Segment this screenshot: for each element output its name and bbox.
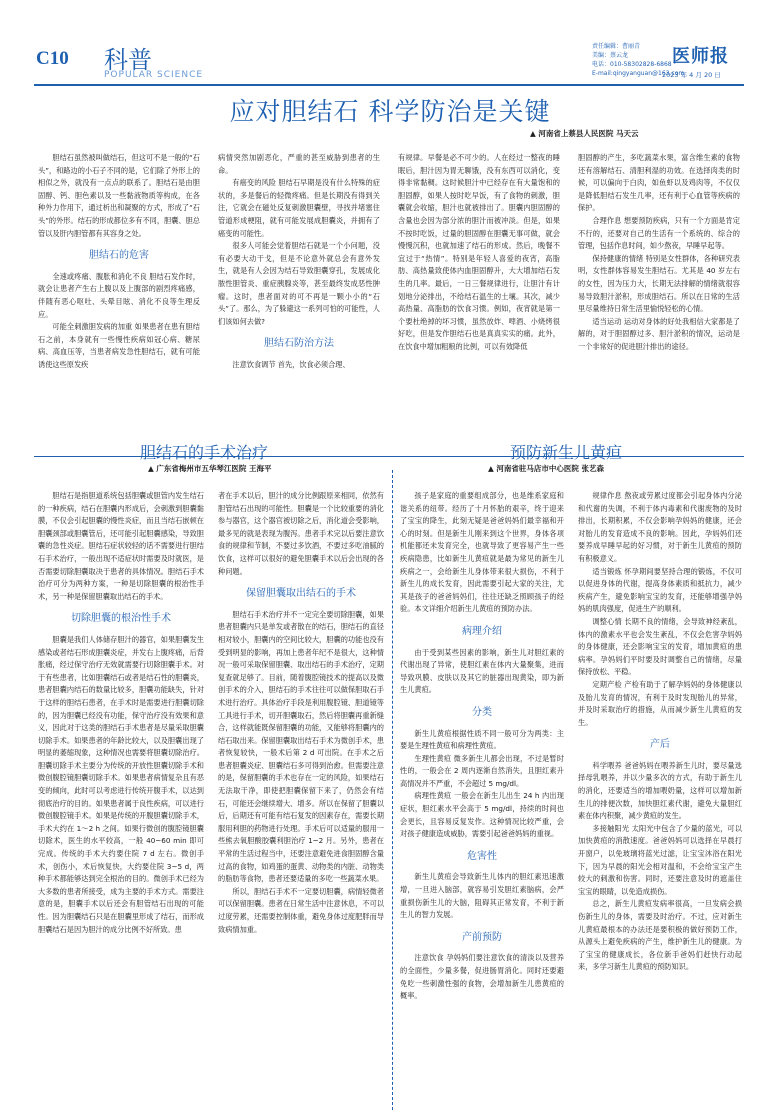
- paragraph: 新生儿黄疸会导致新生儿体内的胆红素迅速激增，一旦进入脑部，就容易引发胆红素脑病，会严重损伤新生儿的大脑，阻碍其正常发育，不利于新生儿的智力发展。: [400, 872, 564, 920]
- article2-col2: [218, 490, 384, 1105]
- article2-title: 胆结石的手术治疗: [140, 443, 269, 462]
- article3-title: 预防新生儿黄疸: [510, 443, 623, 462]
- newspaper-logo: 医师报: [672, 46, 729, 67]
- paragraph: 定期产检 产检有助于了解孕妈妈的身体健康以及胎儿发育的情况，有利于及时发现胎儿的异常，并及时采取治疗的措施，从而减少新生儿黄疸的发生。: [578, 679, 742, 727]
- paragraph: 总之，新生儿黄疸发病率很高，一旦发病会损伤新生儿的身体，需要及时治疗。不过，应对新生儿黄疸最根本的办法还是要积极的做好预防工作，从源头上避免疾病的产生，维护新生儿的健康。为了宝宝的健康成长，各位新手爸妈们赶快行动起来，多学习新生儿黄疸的预防知识。: [578, 899, 742, 972]
- paragraph: 孩子是家庭的重要组成部分，也是维系家庭和谐关系的纽带。经历了十月怀胎的艰辛，终于迎来了宝宝的降生，此刻无疑是爸爸妈妈们最幸福和开心的时刻。但是新生儿刚来到这个世界，身体各项机能都还未发育完全，也就导致了更容易产生一些疾病隐患，比如新生儿黄疸就是最为常见的新生儿疾病之一，会给新生儿身体带来很大损伤，不利于新生儿的成长发育，因此需要引起大家的关注，尤其是孩子的爸爸妈妈们，往往还缺乏照顾孩子的经验。本文详细介绍新生儿黄疸的预防办法。: [400, 491, 564, 614]
- paragraph: 病理性黄疸 一般会在新生儿出生 24 h 内出现症状，胆红素水平会高于 5 mg/dl，持续的时间也会更长，且容易反复发作。这种情况比较严重，会对孩子健康造成威胁，需要引起爸爸妈妈的重视。: [400, 791, 564, 839]
- paragraph: 胆固醇的产生，多吃蔬菜水果，富含维生素的食物还有溶解结石、清胆利湿的功效。在选择肉类的时候，可以偏向于白肉，如鱼虾以及鸡肉等，不仅仅是降低胆结石发生几率，还有利于心血管等疾病的保护。: [578, 153, 740, 213]
- paragraph: 新生儿黄疸根据性质不同一般可分为两类：主要是生理性黄疸和病理性黄疸。: [400, 728, 564, 751]
- section-heading: 产后: [650, 739, 670, 751]
- article2-byline: ▲ 广东省梅州市五华琴江医院 王海平: [148, 464, 272, 473]
- paragraph: 全速或疼痛、腹胀和消化不良 胆结石发作时，就会让患者产生右上腹以及上腹部的剧烈疼痛感，伴随有恶心呕吐、头晕目眩、消化不良等生理反应。: [38, 271, 200, 319]
- section-heading: 分类: [472, 706, 492, 718]
- editor-line: 美编：蔡云龙: [592, 52, 629, 59]
- paragraph: 很多人可能会觉着胆结石就是一个小问题，没有必要大动干戈，但是不论意外就总会有意外发生，就是有人会因为结石导致胆囊穿孔，发展成化脓性胆管炎、重症胰腺炎等，甚至最终发成恶性肿瘤。这时，患者面对的可不再是一颗小小的“石头”了。那么，为了躲避这一系列可怕的可能性，人们该如何去做?: [218, 241, 380, 326]
- paragraph: 适当锻炼 怀孕期间要坚持合理的锻炼，不仅可以促进身体的代谢，提高身体素质和抵抗力，减少疾病产生，避免影响宝宝的发育，还能够增强孕妈妈的肌肉强度，促进生产的顺利。: [578, 566, 742, 614]
- article1-col3: [398, 152, 560, 452]
- section-heading: 产前预防: [462, 931, 502, 943]
- column-divider: [392, 470, 393, 1110]
- article3-col1: [400, 490, 564, 1105]
- paragraph: 由于受到某些因素的影响，新生儿对胆红素的代谢出现了异常，使胆红素在体内大量聚集，进而导致巩膜、皮肤以及其它的脏器出现黄染，即为新生儿黄疸。: [400, 647, 564, 695]
- paragraph: 胆结石手术治疗并不一定完全要切除胆囊，如果患者胆囊内只是单发或者散在的结石，胆结石的直径相对较小，胆囊内的空间比较大，胆囊的功能也没有受到明显的影响，再加上患者年纪不是很大，这种情况一般可采取保留胆囊、取出结石的手术治疗，定期复查就足够了。目前，随着腹腔镜技术的提高以及微创手术的介入，胆结石的手术往往可以做保胆取石手术进行治疗。具体治疗手段是利用腹腔镜、胆道镜等工具进行手术，切开胆囊取石，然后将胆囊再重新缝合，这样就能既保留胆囊的功能，又能够将胆囊内的结石取出来。保留胆囊取出结石手术为微创手术，患者恢复较快，一般术后第 2 d 可出院。在手术之后患者胆囊炎症、胆囊结石多可得到治愈。但需要注意的是，保留胆囊的手术也存在一定的风险，如果结石无法取干净，即使把胆囊保留下来了，仍然会有结石，可能还会继续增大、增多。所以在保留了胆囊以后，后期还有可能有结石复发的因素存在，需要长期服用利胆的药物进行处理。手术后可以适量的服用一些熊去氧胆酸胶囊利胆治疗 1~2 月。另外，患者在平常的生活过程当中，还要注意避免进食胆固醇含量过高的食物，如鸡蛋的蛋黄、动物类的内脏、动物类的脂肪等食物，患者还要适量的多吃一些蔬菜水果。: [218, 609, 384, 884]
- section-heading: 危害性: [467, 850, 497, 862]
- article1-title: 应对胆结石 科学防治是关键: [229, 97, 551, 126]
- paragraph: 调整心情 长期不良的情绪，会导致神经紊乱，体内的激素水平也会发生紊乱，不仅会危害孕妈妈的身体健康，还会影响宝宝的发育，增加黄疸的患病率。孕妈妈们平时要及时调整自己的情绪，尽量保持放松、平稳。: [578, 616, 742, 677]
- article1-col1: [38, 152, 200, 452]
- page-number: C10: [36, 48, 69, 69]
- paragraph: 病情突然加剧恶化，严重的甚至威胁到患者的生命。: [218, 153, 380, 175]
- article2-col1: [38, 490, 204, 1105]
- paragraph: 多接触阳光 太阳光中包含了少量的蓝光，可以加快黄疸的消散速度。爸爸妈妈可以选择在早晨打开窗户，以免玻璃将蓝光过滤，让宝宝沐浴在阳光下，因为早晨的阳光会相对温和，不会给宝宝产生较大的刺激和伤害。同时，还要注意及时的遮盖住宝宝的眼睛，以免造成损伤。: [578, 823, 742, 896]
- paragraph: 注意饮食调节 首先，饮食必须合理、: [232, 359, 350, 369]
- section-heading: 胆结石防治方法: [264, 338, 334, 350]
- paragraph: 胆结石是指胆道系统包括胆囊或胆管内发生结石的一种疾病，结石在胆囊内形成后，会刺激到胆囊黏膜，不仅会引起胆囊的慢性炎症，而且当结石嵌顿在胆囊颈部或胆囊管后，还可能引起胆囊感染，导致胆囊的急性炎症。胆结石症状较轻的话不需要进行胆结石手术治疗，一般出现不适症状时需要及时就医，是否需要切除胆囊取决于患者的具体情况。胆结石手术治疗可分为两种方案，一种是切除胆囊的根治性手术，另一种是保留胆囊取出结石的手术。: [38, 491, 204, 601]
- paragraph: 胆结石虽然被叫做结石，但这可不是一般的“石头”，和路边的小石子不同的是，它们除了外形上的相似之外，就没有一点点的联系了。胆结石是由胆固醇、钙、胆色素以及一些黏液物质等构成，在各种外力作用下，通过析出和凝聚的方式，形成了“石头”的外形。结石的形成都位多有不同，胆囊、胆总管以及肝内胆管都有其容身之处。: [38, 153, 200, 238]
- section-title: 科普: [104, 46, 152, 74]
- article3-byline: ▲ 河南省驻马店市中心医院 张艺森: [488, 464, 604, 473]
- section-subtitle: POPULAR SCIENCE: [104, 70, 204, 80]
- paragraph: 注意饮食 孕妈妈们要注意饮食的清淡以及营养的全面性，少量多餐，促进肠胃消化。同时还要避免吃一些刺激性强的食物，会增加新生儿患黄疸的概率。: [400, 953, 564, 1001]
- section-heading: 病理介绍: [462, 625, 502, 637]
- editor-line: 电话：010-58302828-6868: [592, 61, 672, 68]
- paragraph: 科学喂养 爸爸妈妈在喂养新生儿时，要尽量选择母乳喂养，并以少量多次的方式，有助于新生儿的消化，还要适当的增加喂奶量，这样可以增加新生儿的排便次数，加快胆红素代谢，避免大量胆红素在体内积聚，减少黄疸的发生。: [578, 760, 742, 821]
- section-heading: 胆结石的危害: [89, 250, 149, 262]
- section-heading: 保留胆囊取出结石的手术: [246, 588, 356, 600]
- paragraph: 有癌变的风险 胆结石早期是没有什么特殊的症状的，多是餐后的轻微疼痛。但是长期没有得到关注，它就会在磁处反复刺激胆囊壁，寻找并堵塞住管道形成梗阻，就有可能发展成胆囊炎，并拥有了癌变的可能性。: [218, 178, 380, 238]
- issue-date: 2023 年 4 月 20 日: [662, 71, 721, 79]
- editor-line: E-mail:qingyanguan@163.com: [592, 70, 685, 77]
- paragraph: 保持健康的情绪 特别是女性群体，各种研究表明，女性群体容易发生胆结石。尤其是 40 岁左右的女性，因为压力大，长期无法排解的情绪就很容易导致胆汁淤积，形成胆结石。所以在日常的生活里尽量维持日常生活里愉悦轻松的心情。: [578, 253, 740, 314]
- editor-line: 责任编辑：曹丽青: [592, 43, 641, 50]
- paragraph: 生理性黄疸 微多新生儿都会出现，不过是暂时性的，一般会在 2 周内逐渐自然消失，且胆红素升高情况并不严重，不会超过 5 mg/dl。: [400, 753, 564, 788]
- paragraph: 者在手术以后，胆汁的成分比例跟原来相同，依然有胆管结石出现的可能性。胆囊是一个比较重要的消化参与器官，这个器官被切除之后，消化道会受影响，最多见的就是表现为腹泻。患者手术完以后要注意饮食的规律和节制，不要过多饮酒，不要过多吃油腻的饮食，这样可以很好的避免胆囊手术以后会出现的各种问题。: [218, 491, 384, 576]
- paragraph: 有规律。早餐是必不可少的。人在经过一整夜的睡眠后，胆汁因为胃无聊饿，没有东西可以消化，变得非常黏稠。这时候胆汁中已经存在有大量饱和的胆固醇，如果人按时吃早饭，有了食物的刺激，胆囊就会收缩，胆汁也就被排出了。胆囊内胆固醇的含量也会因为部分浓的胆汁而被冲淡。但是，如果不按时吃饭，过量的胆固醇在胆囊无事可做，就会慢慢沉积，也就加速了结石的形成。然后，晚餐不宜过于“热情”。特别是年轻人喜爱的夜宵，高脂肪、高热量致使体内血胆固醇升，大大增加结石发生的几率。最后，一日三餐规律进行，让胆汁有计划地分泌排出，不给结石温生的土壤。其次，减少高热量、高脂肪的饮食习惯。例如，夜宵就是第一个要杜绝掉的坏习惯，虽然放炸、啤酒、小烧烤很好吃，但是发作胆结石也是真真实实的痛。此外，在饮食中增加粗粮的比例，可以有效降低: [398, 153, 560, 351]
- page-header: [0, 0, 780, 84]
- paragraph: 所以，胆结石手术不一定要切胆囊，病情轻微者可以保留胆囊。患者在日常生活中注意休息，不可以过度劳累，还需要控制体重，避免身体过度肥胖而导致病情加重。: [218, 886, 384, 934]
- paragraph: 规律作息 熬夜或劳累过度都会引起身体内分泌和代谢的失调，不利于体内毒素和代谢废物的及时排出，长期积累，不仅会影响孕妈妈的健康，还会对胎儿的发育造成不良的影响。因此，孕妈妈们还要养成早睡早起的好习惯，对于新生儿黄疸的预防有积极意义。: [578, 491, 742, 563]
- article3-col2: [578, 490, 742, 1105]
- paragraph: 胆囊是我们人体储存胆汁的器官，如果胆囊发生感染或者结石形成胆囊炎症，并发右上腹疼痛，后背胀痛，经过保守治疗无效就需要行切除胆囊手术。对于有些患者，比如胆囊结石或者是结石性的胆囊炎，患者胆囊内结石的数量比较多，胆囊功能缺失，针对于这样的胆结石患者，在手术时是需要进行胆囊切除的，因为胆囊已经没有功能，保守治疗没有效果和意义，因此对于这类的胆结石手术患者是尽量采取胆囊切除手术。如果患者的年龄比较大，以及胆囊出现了明显的萎缩现象，这种情况也需要将胆囊切除治疗。胆囊切除手术主要分为传统的开放性胆囊切除手术和微创腹腔镜胆囊切除手术。如果患者病情复杂且有恶变的倾向，此时可以考虑进行传统开腹手术，以达到彻底治疗的目的。如果患者属于良性疾病，可以进行微创腹腔镜手术。如果是传统的开腹胆囊切除手术，手术大约在 1～2 h 之间。如果行微创的腹腔镜胆囊切除术，医生的水平较高，一般 40~60 min 即可完成。传统的手术大约要住院 7 d 左右。微创手术，创伤小，术后恢复快，大约要住院 3~5 d，两种手术都能够达到完全根治的目的。微创手术已经为大多数的患者所接受，成为主要的手术方式。需要注意的是，胆囊手术以后还会有胆管结石出现的可能性。因为胆囊结石只是在胆囊里形成了结石，而形成胆囊结石是因为胆汁的成分比例不好所致。患: [38, 634, 204, 934]
- article1-col2: [218, 152, 380, 452]
- section-heading: 切除胆囊的根治性手术: [71, 613, 171, 625]
- article1-col4: [578, 152, 740, 452]
- paragraph: 适当运动 运动对身体的好处我相信大家都是了解的，对于胆固醇过多、胆汁淤积的情况，运动是一个非常好的促进胆汁排出的途径。: [578, 316, 740, 351]
- paragraph: 可能全刺激胆发病的加重 如果患者在患有胆结石之前，本身就有一些慢性疾病如冠心病、糖尿病、高血压等，当患者病发急性胆结石，就有可能诱使这些原发疾: [38, 322, 200, 369]
- header-rule: [34, 84, 744, 86]
- article1-byline: ▲ 河南省上蔡县人民医院 马天云: [530, 129, 639, 138]
- paragraph: 合理作息 想要预防疾病，只有一个方面是肯定不行的，还要对自己的生活有一个系统的、综合的管理，包括作息时间，如少熬夜，早睡早起等。: [578, 215, 740, 251]
